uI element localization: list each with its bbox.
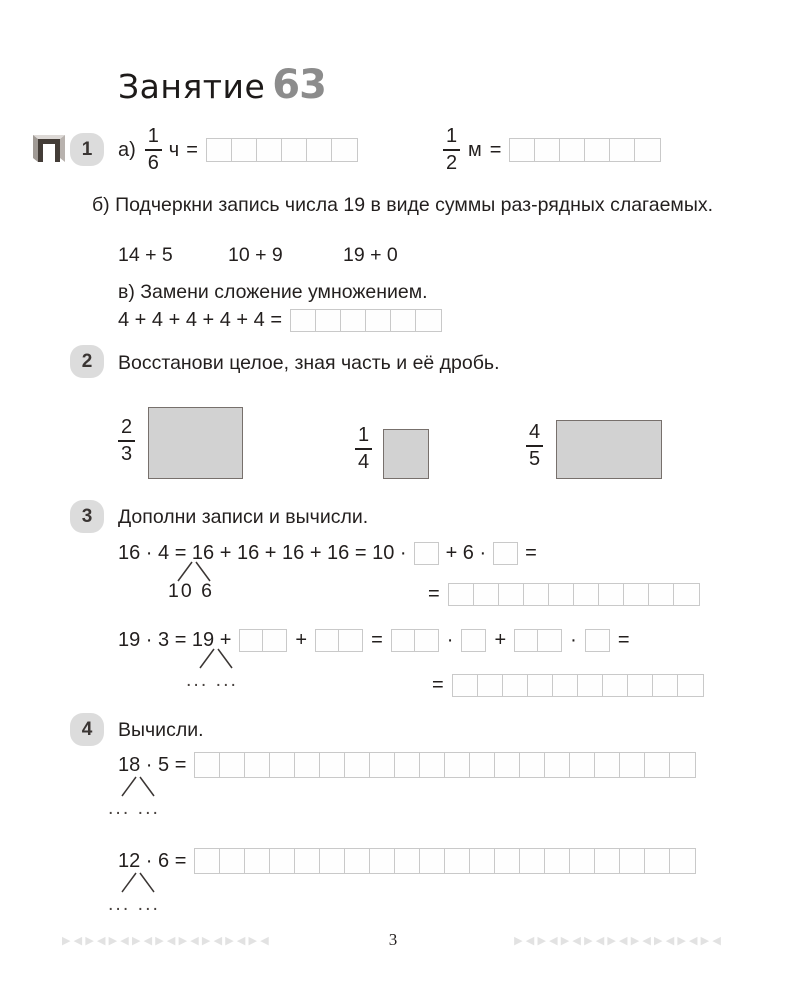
unit-label-meters: м bbox=[468, 138, 482, 161]
answer-cell[interactable] bbox=[232, 139, 257, 161]
answer-cell[interactable] bbox=[578, 675, 603, 696]
answer-cell[interactable] bbox=[270, 753, 295, 777]
answer-cell[interactable] bbox=[462, 630, 485, 651]
exercise-1c-expression-line bbox=[118, 307, 442, 333]
exercise-3-line1-prefix: 16 · 4 = 16 + 16 + 16 + 16 = 10 · bbox=[118, 541, 407, 564]
answer-cell[interactable] bbox=[282, 139, 307, 161]
answer-cell[interactable] bbox=[220, 753, 245, 777]
answer-cell[interactable] bbox=[645, 753, 670, 777]
answer-cell[interactable] bbox=[478, 675, 503, 696]
footer-ornament-left: ▶◀▶◀▶◀▶◀▶◀▶◀▶◀▶◀▶◀ bbox=[62, 934, 272, 947]
fraction-bar bbox=[443, 149, 460, 151]
page-footer bbox=[0, 930, 786, 956]
answer-cell[interactable] bbox=[320, 849, 345, 873]
answer-cell[interactable] bbox=[416, 310, 441, 331]
answer-cell[interactable] bbox=[445, 753, 470, 777]
answer-cell[interactable] bbox=[549, 584, 574, 605]
answer-cell[interactable] bbox=[245, 753, 270, 777]
fraction-one-sixth bbox=[145, 126, 162, 174]
answer-cell[interactable] bbox=[560, 139, 585, 161]
answer-cell[interactable] bbox=[470, 849, 495, 873]
answer-cell[interactable] bbox=[494, 543, 517, 564]
answer-cell[interactable] bbox=[240, 630, 263, 651]
answer-cell[interactable] bbox=[595, 753, 620, 777]
plus-sign: + bbox=[295, 628, 308, 651]
multiply-sign: · bbox=[446, 628, 454, 651]
answer-cell[interactable] bbox=[395, 849, 420, 873]
exercise-4-row2-expression: 12 · 6 = bbox=[118, 849, 187, 872]
exercise-number-4: 4 bbox=[70, 713, 104, 746]
branch-values-18: ... ... bbox=[108, 797, 160, 819]
answer-cell[interactable] bbox=[553, 675, 578, 696]
answer-cell[interactable] bbox=[538, 630, 561, 651]
answer-boxes-3-line2-g4[interactable] bbox=[461, 629, 486, 652]
answer-cell[interactable] bbox=[470, 753, 495, 777]
answer-boxes-4-row1[interactable] bbox=[194, 752, 696, 778]
answer-cell[interactable] bbox=[391, 310, 416, 331]
answer-cell[interactable] bbox=[392, 630, 415, 651]
fraction-numerator: 4 bbox=[528, 421, 541, 443]
answer-cell[interactable] bbox=[545, 849, 570, 873]
answer-boxes-3-line2-g2[interactable] bbox=[315, 629, 363, 652]
answer-cell[interactable] bbox=[649, 584, 674, 605]
equals-sign: = bbox=[432, 673, 444, 696]
exercise-4-title: Вычисли. bbox=[118, 719, 204, 741]
answer-boxes-3-line2-g6[interactable] bbox=[585, 629, 610, 652]
answer-cell[interactable] bbox=[515, 630, 538, 651]
answer-cell[interactable] bbox=[420, 849, 445, 873]
exercise-1b-option-3[interactable]: 19 + 0 bbox=[343, 244, 398, 266]
answer-cell[interactable] bbox=[670, 753, 695, 777]
answer-cell[interactable] bbox=[495, 849, 520, 873]
answer-cell[interactable] bbox=[295, 849, 320, 873]
fraction-denominator: 3 bbox=[120, 442, 133, 465]
branch-values-16: 10 6 bbox=[168, 580, 214, 602]
answer-cell[interactable] bbox=[370, 849, 395, 873]
answer-cell[interactable] bbox=[628, 675, 653, 696]
branch-mark-19 bbox=[196, 647, 236, 671]
answer-cell[interactable] bbox=[678, 675, 703, 696]
answer-cell[interactable] bbox=[520, 849, 545, 873]
answer-cell[interactable] bbox=[257, 139, 282, 161]
answer-cell[interactable] bbox=[624, 584, 649, 605]
answer-boxes-3-line1-result[interactable] bbox=[448, 583, 700, 606]
answer-cell[interactable] bbox=[495, 753, 520, 777]
exercise-3-line1-mid: + 6 · bbox=[445, 541, 487, 564]
fraction-bar bbox=[145, 149, 162, 151]
answer-cell[interactable] bbox=[603, 675, 628, 696]
fraction-denominator: 2 bbox=[445, 151, 458, 174]
answer-boxes-1a-left[interactable] bbox=[206, 138, 358, 162]
part-rectangle-two-thirds bbox=[148, 407, 243, 479]
fraction-denominator: 4 bbox=[357, 450, 370, 473]
fraction-numerator: 1 bbox=[357, 424, 370, 446]
answer-cell[interactable] bbox=[415, 630, 438, 651]
answer-cell[interactable] bbox=[670, 849, 695, 873]
p-letter-icon bbox=[31, 131, 67, 165]
exercise-3-line1-suffix: = bbox=[525, 541, 537, 564]
exercise-1a-right bbox=[443, 125, 661, 174]
answer-cell[interactable] bbox=[263, 630, 286, 651]
answer-cell[interactable] bbox=[339, 630, 362, 651]
answer-cell[interactable] bbox=[270, 849, 295, 873]
answer-cell[interactable] bbox=[370, 753, 395, 777]
answer-cell[interactable] bbox=[220, 849, 245, 873]
answer-cell[interactable] bbox=[520, 753, 545, 777]
answer-cell[interactable] bbox=[545, 753, 570, 777]
answer-cell[interactable] bbox=[586, 630, 609, 651]
answer-cell[interactable] bbox=[524, 584, 549, 605]
page-number: 3 bbox=[388, 930, 398, 949]
exercise-1b-option-1[interactable]: 14 + 5 bbox=[118, 244, 173, 266]
answer-boxes-3-line2-result[interactable] bbox=[452, 674, 704, 697]
answer-cell[interactable] bbox=[535, 139, 560, 161]
answer-cell[interactable] bbox=[574, 584, 599, 605]
fraction-denominator: 6 bbox=[147, 151, 159, 174]
answer-box-3-line1-b[interactable] bbox=[493, 542, 518, 565]
equals-sign: = bbox=[186, 138, 198, 161]
fraction-bar bbox=[118, 440, 135, 442]
answer-cell[interactable] bbox=[332, 139, 357, 161]
exercise-1c-expression: 4 + 4 + 4 + 4 + 4 = bbox=[118, 308, 283, 331]
answer-cell[interactable] bbox=[195, 753, 220, 777]
answer-cell[interactable] bbox=[674, 584, 699, 605]
part-rectangle-one-fourth bbox=[383, 429, 429, 479]
branch-mark-12 bbox=[118, 871, 158, 895]
answer-cell[interactable] bbox=[420, 753, 445, 777]
plus-sign: + bbox=[494, 628, 507, 651]
answer-cell[interactable] bbox=[474, 584, 499, 605]
exercise-4-row-1 bbox=[118, 752, 696, 778]
answer-cell[interactable] bbox=[395, 753, 420, 777]
answer-cell[interactable] bbox=[585, 139, 610, 161]
answer-cell[interactable] bbox=[245, 849, 270, 873]
exercise-4-row-2 bbox=[118, 848, 696, 874]
page-title-number: 63 bbox=[272, 62, 326, 108]
answer-cell[interactable] bbox=[510, 139, 535, 161]
fraction-four-fifths bbox=[526, 422, 543, 470]
exercise-1a-label: а) bbox=[118, 138, 136, 161]
answer-cell[interactable] bbox=[307, 139, 332, 161]
exercise-1c-text: в) Замени сложение умножением. bbox=[118, 281, 428, 303]
answer-cell[interactable] bbox=[620, 753, 645, 777]
branch-mark-18 bbox=[118, 775, 158, 799]
answer-cell[interactable] bbox=[499, 584, 524, 605]
exercise-3-line1-result bbox=[428, 581, 700, 607]
unit-label-hours: ч bbox=[168, 138, 180, 161]
answer-boxes-3-line2-g3[interactable] bbox=[391, 629, 439, 652]
answer-cell[interactable] bbox=[341, 310, 366, 331]
answer-cell[interactable] bbox=[366, 310, 391, 331]
equals-sign: = bbox=[428, 582, 440, 605]
answer-cell[interactable] bbox=[316, 630, 339, 651]
answer-cell[interactable] bbox=[316, 310, 341, 331]
answer-cell[interactable] bbox=[570, 753, 595, 777]
equals-sign: = bbox=[489, 138, 502, 161]
fraction-one-half bbox=[443, 126, 460, 174]
page-title bbox=[118, 62, 326, 108]
answer-cell[interactable] bbox=[345, 849, 370, 873]
answer-cell[interactable] bbox=[445, 849, 470, 873]
fraction-one-fourth bbox=[355, 425, 372, 473]
answer-cell[interactable] bbox=[620, 849, 645, 873]
exercise-1a-left bbox=[118, 125, 358, 174]
multiply-sign: · bbox=[570, 628, 577, 651]
exercise-number-3: 3 bbox=[70, 500, 104, 533]
answer-cell[interactable] bbox=[415, 543, 438, 564]
exercise-1b-option-2[interactable]: 10 + 9 bbox=[228, 244, 283, 266]
page-title-word: Занятие bbox=[118, 67, 266, 106]
part-rectangle-four-fifths bbox=[556, 420, 662, 479]
exercise-number-1: 1 bbox=[70, 133, 104, 166]
branch-values-12: ... ... bbox=[108, 893, 160, 915]
exercise-number-2: 2 bbox=[70, 345, 104, 378]
fraction-numerator: 1 bbox=[445, 125, 458, 148]
fraction-numerator: 1 bbox=[147, 125, 159, 148]
answer-cell[interactable] bbox=[528, 675, 553, 696]
answer-cell[interactable] bbox=[599, 584, 624, 605]
fraction-two-thirds bbox=[118, 417, 135, 465]
answer-cell[interactable] bbox=[595, 849, 620, 873]
answer-cell[interactable] bbox=[635, 139, 660, 161]
equals-sign: = bbox=[617, 628, 630, 651]
answer-cell[interactable] bbox=[291, 310, 316, 331]
answer-cell[interactable] bbox=[320, 753, 345, 777]
answer-cell[interactable] bbox=[195, 849, 220, 873]
exercise-2-title: Восстанови целое, зная часть и её дробь. bbox=[118, 352, 500, 374]
answer-boxes-3-line2-g1[interactable] bbox=[239, 629, 287, 652]
answer-cell[interactable] bbox=[610, 139, 635, 161]
answer-cell[interactable] bbox=[449, 584, 474, 605]
footer-ornament-right: ▶◀▶◀▶◀▶◀▶◀▶◀▶◀▶◀▶◀ bbox=[514, 934, 724, 947]
answer-cell[interactable] bbox=[653, 675, 678, 696]
exercise-3-line2-result bbox=[432, 672, 704, 698]
exercise-3-title: Дополни записи и вычисли. bbox=[118, 506, 369, 528]
answer-cell[interactable] bbox=[570, 849, 595, 873]
answer-cell[interactable] bbox=[503, 675, 528, 696]
exercise-3-line2-prefix: 19 · 3 = 19 + bbox=[118, 628, 232, 651]
exercise-3-line-2 bbox=[118, 627, 630, 653]
fraction-bar bbox=[355, 448, 372, 450]
answer-box-3-line1-a[interactable] bbox=[414, 542, 439, 565]
branch-values-19: ... ... bbox=[186, 669, 238, 691]
answer-cell[interactable] bbox=[645, 849, 670, 873]
answer-cell[interactable] bbox=[345, 753, 370, 777]
answer-boxes-1a-right[interactable] bbox=[509, 138, 661, 162]
exercise-1b-text: б) Подчеркни запись числа 19 в виде суммы раз-рядных слагаемых. bbox=[92, 194, 714, 216]
answer-boxes-1c[interactable] bbox=[290, 309, 442, 332]
fraction-numerator: 2 bbox=[120, 416, 133, 438]
answer-cell[interactable] bbox=[453, 675, 478, 696]
answer-boxes-3-line2-g5[interactable] bbox=[514, 629, 562, 652]
answer-cell[interactable] bbox=[207, 139, 232, 161]
equals-sign: = bbox=[371, 628, 383, 651]
exercise-4-row1-expression: 18 · 5 = bbox=[118, 753, 187, 776]
fraction-bar bbox=[526, 445, 543, 447]
answer-cell[interactable] bbox=[295, 753, 320, 777]
fraction-denominator: 5 bbox=[528, 447, 541, 470]
answer-boxes-4-row2[interactable] bbox=[194, 848, 696, 874]
